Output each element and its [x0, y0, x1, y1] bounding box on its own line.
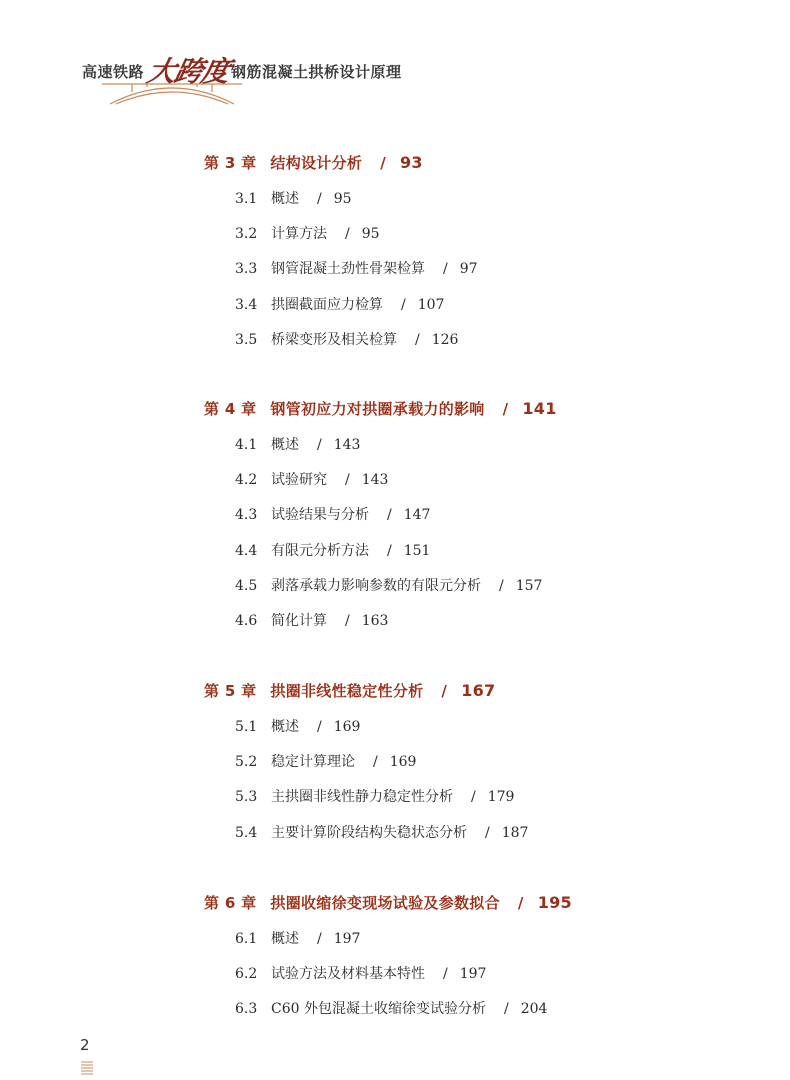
section-page: 143 — [333, 437, 361, 453]
toc-section[interactable] — [235, 575, 542, 595]
book-title-suffix: 钢筋混凝土拱桥设计原理 — [231, 63, 402, 81]
section-title: 试验方法及材料基本特性 — [271, 966, 425, 983]
section-title: 主拱圈非线性静力稳定性分析 — [271, 789, 453, 806]
section-title: 概述 — [271, 719, 299, 735]
section-title: 主要计算阶段结构失稳状态分析 — [271, 824, 467, 841]
toc-section[interactable] — [235, 786, 514, 806]
section-title: 拱圈截面应力检算 — [271, 296, 383, 313]
section-number: 4.1 — [235, 437, 258, 453]
section-number: 5.1 — [235, 719, 258, 735]
section-separator: / — [345, 613, 350, 629]
section-number: 5.4 — [235, 824, 258, 841]
section-page: 107 — [417, 296, 445, 313]
section-page: 143 — [361, 472, 389, 489]
section-title: 桥梁变形及相关检算 — [271, 331, 397, 348]
section-separator: / — [317, 931, 322, 947]
section-separator: / — [401, 296, 406, 313]
section-title: 试验研究 — [271, 472, 327, 489]
toc-section[interactable] — [235, 188, 352, 208]
section-title: 试验结果与分析 — [271, 507, 369, 524]
chapter-title: 钢管初应力对拱圈承载力的影响 — [270, 400, 485, 418]
section-title: 钢管混凝土劲性骨架检算 — [271, 261, 425, 278]
section-number: 6.1 — [235, 931, 258, 947]
toc-section[interactable] — [235, 928, 360, 948]
section-separator: / — [345, 472, 350, 489]
section-separator: / — [345, 226, 350, 243]
section-page: 197 — [459, 966, 487, 983]
section-number: 4.6 — [235, 613, 258, 629]
section-page: 204 — [520, 1001, 548, 1018]
toc-section[interactable] — [235, 294, 444, 314]
section-page: 157 — [515, 577, 543, 594]
toc-section[interactable] — [235, 540, 430, 560]
section-separator: / — [499, 577, 504, 594]
toc-section[interactable] — [235, 504, 430, 524]
chapter-page: 167 — [461, 681, 496, 700]
toc-section[interactable] — [235, 469, 388, 489]
toc-section[interactable] — [235, 751, 416, 771]
section-page: 151 — [403, 542, 431, 559]
section-separator: / — [387, 507, 392, 524]
section-separator: / — [373, 754, 378, 771]
toc-section[interactable] — [235, 610, 388, 630]
section-page: 126 — [431, 331, 459, 348]
section-separator: / — [503, 1001, 509, 1018]
section-page: 163 — [361, 613, 389, 629]
chapter-number: 第 5 章 — [204, 682, 257, 700]
chapter-title: 拱圈非线性稳定性分析 — [270, 682, 424, 700]
section-separator: / — [415, 331, 420, 348]
section-number: 4.2 — [235, 472, 258, 489]
section-page: 97 — [459, 261, 478, 278]
toc-chapter[interactable] — [204, 152, 423, 173]
section-number: 3.2 — [235, 226, 258, 243]
chapter-title: 结构设计分析 — [270, 154, 363, 172]
section-separator: / — [317, 191, 322, 207]
toc-section[interactable] — [235, 963, 486, 983]
toc-section[interactable] — [235, 223, 380, 243]
chapter-title: 拱圈收缩徐变现场试验及参数拟合 — [270, 894, 500, 912]
chapter-separator: / — [441, 682, 448, 700]
section-separator: / — [443, 261, 448, 278]
section-page: 197 — [333, 931, 361, 947]
chapter-page: 195 — [537, 893, 572, 912]
section-number: 5.3 — [235, 789, 258, 806]
section-number: 6.2 — [235, 966, 258, 983]
section-number: 4.3 — [235, 507, 258, 524]
section-separator: / — [387, 542, 392, 559]
toc-section[interactable] — [235, 998, 547, 1018]
chapter-page: 93 — [399, 153, 423, 172]
section-number: 3.1 — [235, 191, 258, 207]
section-number: 3.3 — [235, 261, 258, 278]
section-page: 95 — [361, 226, 380, 243]
toc-section[interactable] — [235, 822, 528, 842]
section-page: 179 — [487, 789, 515, 806]
toc-section[interactable] — [235, 329, 458, 349]
toc-chapter[interactable] — [204, 680, 496, 701]
section-separator: / — [485, 824, 490, 841]
chapter-separator: / — [502, 400, 509, 418]
section-title: C60 外包混凝土收缩徐变试验分析 — [271, 1001, 486, 1018]
book-title-logo: 大跨度 — [144, 55, 233, 88]
toc-chapter[interactable] — [204, 398, 557, 419]
section-number: 4.4 — [235, 542, 258, 559]
chapter-separator: / — [380, 154, 386, 172]
section-title: 概述 — [271, 931, 299, 947]
section-number: 4.5 — [235, 577, 258, 594]
section-separator: / — [443, 966, 448, 983]
section-number: 5.2 — [235, 754, 258, 771]
chapter-number: 第 4 章 — [204, 400, 257, 418]
arch-bridge-icon — [102, 78, 242, 106]
section-page: 169 — [389, 754, 417, 771]
section-separator: / — [471, 789, 476, 806]
toc-section[interactable] — [235, 258, 478, 278]
section-title: 剥落承载力影响参数的有限元分析 — [271, 577, 481, 594]
footer-ornament — [81, 1060, 93, 1076]
page-number: 2 — [80, 1036, 90, 1054]
toc-section[interactable] — [235, 434, 360, 454]
chapter-number: 第 3 章 — [204, 154, 257, 172]
section-title: 计算方法 — [271, 226, 327, 243]
book-title-prefix: 高速铁路 — [82, 63, 145, 81]
chapter-number: 第 6 章 — [204, 894, 257, 912]
section-number: 3.5 — [235, 331, 258, 348]
section-separator: / — [317, 437, 322, 453]
section-title: 简化计算 — [271, 613, 327, 629]
section-title: 概述 — [271, 191, 299, 207]
toc-chapter[interactable] — [204, 892, 572, 913]
section-page: 169 — [333, 719, 361, 735]
section-separator: / — [317, 719, 322, 735]
section-page: 147 — [403, 507, 431, 524]
section-page: 187 — [501, 824, 529, 841]
section-title: 概述 — [271, 437, 299, 453]
chapter-separator: / — [517, 894, 524, 912]
section-number: 6.3 — [235, 1001, 258, 1018]
section-title: 有限元分析方法 — [271, 542, 369, 559]
chapter-page: 141 — [522, 399, 557, 418]
section-number: 3.4 — [235, 296, 258, 313]
section-title: 稳定计算理论 — [271, 754, 355, 771]
section-page: 95 — [333, 191, 352, 207]
running-header — [82, 38, 442, 108]
toc-section[interactable] — [235, 716, 360, 736]
